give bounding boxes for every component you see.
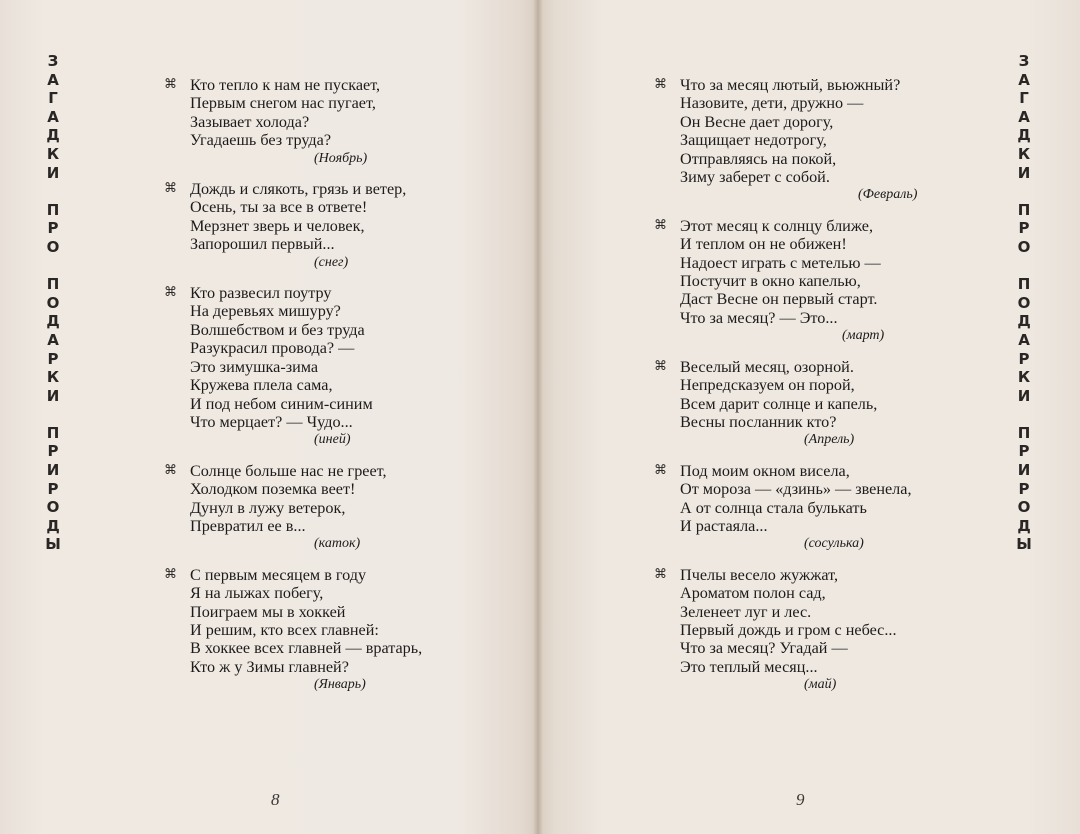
- riddle-line: И решим, кто всех главней:: [190, 620, 379, 639]
- side-title-letter: Р: [47, 349, 59, 368]
- riddle-line: Зеленеет луг и лес.: [680, 602, 812, 621]
- side-title-letter: Д: [46, 516, 60, 535]
- riddle-line: На деревьях мишуру?: [190, 302, 341, 321]
- riddle-answer: (каток): [314, 536, 361, 552]
- riddle-line: С первым месяцем в году: [190, 565, 367, 584]
- riddle-line: Запорошил первый...: [190, 235, 335, 254]
- command-bullet-icon: ⌘: [164, 462, 177, 478]
- side-title-letter: Д: [1017, 516, 1031, 535]
- side-title-letter: П: [46, 200, 60, 219]
- side-title-letter: А: [1018, 70, 1030, 89]
- side-title-letter: Р: [1018, 479, 1030, 498]
- side-title-letter: Р: [47, 442, 59, 461]
- command-bullet-icon: ⌘: [654, 566, 667, 582]
- side-title-letter: Р: [1018, 349, 1030, 368]
- riddle-line: Кружева плела сама,: [190, 376, 333, 395]
- side-title-letter: Р: [47, 219, 59, 238]
- side-title-letter: П: [46, 423, 60, 442]
- riddle: [654, 566, 984, 695]
- riddle-answer: (Ноябрь): [314, 150, 368, 166]
- command-bullet-icon: ⌘: [654, 77, 667, 92]
- side-title-letter: А: [47, 107, 59, 126]
- side-title-letter: А: [1018, 107, 1030, 126]
- side-title-letter: П: [1017, 200, 1031, 219]
- side-title-letter: Г: [48, 89, 58, 108]
- riddle-line: Что мерцает? — Чудо...: [190, 412, 353, 431]
- riddle-line: Зазывает холода?: [190, 112, 310, 131]
- riddle: [654, 358, 984, 450]
- side-title-letter: О: [1017, 498, 1031, 517]
- riddle-answer: (сосулька): [804, 536, 864, 552]
- riddle-line: Пчелы весело жужжат,: [680, 565, 839, 584]
- side-title-letter: Д: [1017, 126, 1031, 145]
- side-title-letter: П: [1017, 275, 1031, 294]
- riddle-line: Первый дождь и гром с небес...: [680, 620, 897, 639]
- riddle-line: Дождь и слякоть, грязь и ветер,: [190, 180, 407, 199]
- command-bullet-icon: ⌘: [164, 285, 177, 301]
- side-title-letter: К: [46, 144, 60, 163]
- side-title-letter: Р: [1018, 219, 1030, 238]
- page-number-left: 8: [271, 790, 280, 809]
- riddle-line: И растаяла...: [680, 516, 768, 535]
- riddle: [654, 462, 984, 554]
- command-bullet-icon: ⌘: [164, 181, 177, 197]
- side-title-letter: К: [1017, 144, 1031, 163]
- side-title-left: [40, 52, 66, 554]
- riddle-line: А от солнца стала булькать: [680, 498, 867, 517]
- riddle-line: Назовите, дети, дружно —: [680, 94, 864, 113]
- side-title-letter: О: [46, 498, 60, 517]
- side-title-letter: Д: [1017, 312, 1031, 331]
- riddle-line: Что за месяц? — Это...: [680, 308, 838, 327]
- side-title-letter: А: [47, 330, 59, 349]
- riddle-line: Кто развесил поутру: [190, 284, 332, 303]
- riddle-line: Первым снегом нас пугает,: [190, 94, 376, 113]
- riddle: [164, 180, 494, 272]
- riddle-line: Ароматом полон сад,: [680, 584, 826, 603]
- riddle-line: Непредсказуем он порой,: [680, 376, 855, 395]
- riddle-answer: (снег): [314, 254, 349, 270]
- left-riddles-column: [164, 76, 494, 695]
- side-title-right: [1011, 52, 1037, 554]
- riddle-line: Защищает недотрогу,: [680, 131, 827, 150]
- riddle-line: Всем дарит солнце и капель,: [680, 394, 878, 413]
- side-title-letter: Д: [46, 126, 60, 145]
- riddle-line: Мерзнет зверь и человек,: [190, 216, 365, 235]
- riddle: [164, 566, 494, 695]
- riddle-answer: (Январь): [314, 677, 366, 693]
- riddle-line: Этот месяц к солнцу ближе,: [680, 216, 874, 235]
- command-bullet-icon: ⌘: [164, 77, 177, 92]
- riddle-line: Зиму заберет с собой.: [680, 168, 830, 187]
- side-title-letter: И: [1017, 386, 1031, 405]
- riddle-line: И под небом синим-синим: [190, 394, 373, 413]
- side-title-letter: О: [1017, 293, 1031, 312]
- side-title-letter: И: [46, 163, 60, 182]
- riddle-answer: (Апрель): [804, 432, 855, 448]
- side-title-letter: К: [1017, 368, 1031, 387]
- riddle-line: Кто тепло к нам не пускает,: [190, 76, 381, 94]
- right-riddles-column: [654, 76, 984, 695]
- side-title-letter: А: [1018, 330, 1030, 349]
- riddle-line: Холодком поземка веет!: [190, 480, 356, 499]
- riddle-line: Под моим окном висела,: [680, 461, 850, 480]
- side-title-letter: П: [46, 275, 60, 294]
- side-title-letter: Д: [46, 312, 60, 331]
- riddle-line: И теплом он не обижен!: [680, 235, 847, 254]
- book-gutter: [533, 0, 543, 834]
- side-title-letter: О: [46, 293, 60, 312]
- side-title-letter: И: [1017, 461, 1031, 480]
- side-title-letter: А: [47, 70, 59, 89]
- side-title-letter: З: [1018, 52, 1030, 70]
- riddle-line: Даст Весне он первый старт.: [680, 290, 878, 309]
- riddle-line: От мороза — «дзинь» — звенела,: [680, 480, 912, 499]
- side-title-letter: Р: [1018, 442, 1030, 461]
- riddle-line: Я на лыжах побегу,: [190, 584, 324, 603]
- riddle-line: Угадаешь без труда?: [190, 131, 332, 150]
- side-title-letter: И: [46, 386, 60, 405]
- riddle-line: Что за месяц? Угадай —: [680, 639, 848, 658]
- side-title-letter: К: [46, 368, 60, 387]
- side-title-letter: О: [1017, 237, 1031, 256]
- side-title-letter: Р: [47, 479, 59, 498]
- command-bullet-icon: ⌘: [654, 462, 667, 478]
- riddle: [654, 217, 984, 346]
- riddle-line: Превратил ее в...: [190, 516, 306, 535]
- riddle: [164, 76, 494, 168]
- command-bullet-icon: ⌘: [164, 566, 177, 582]
- side-title-letter: Г: [1019, 89, 1029, 108]
- riddle-line: Это теплый месяц...: [680, 657, 818, 676]
- command-bullet-icon: ⌘: [654, 358, 667, 374]
- side-title-letter: И: [1017, 163, 1031, 182]
- riddle-answer: (май): [804, 677, 837, 693]
- command-bullet-icon: ⌘: [654, 217, 667, 233]
- riddle-line: В хоккее всех главней — вратарь,: [190, 639, 423, 658]
- riddle-line: Надоест играть с метелью —: [680, 253, 881, 272]
- riddle-line: Постучит в окно капелью,: [680, 272, 861, 291]
- riddle-line: Поиграем мы в хоккей: [190, 602, 346, 621]
- riddle-line: Что за месяц лютый, вьюжный?: [680, 76, 901, 94]
- riddle-line: Он Весне дает дорогу,: [680, 112, 834, 131]
- side-title-letter: Ы: [1016, 535, 1032, 554]
- side-title-letter: О: [46, 237, 60, 256]
- riddle-line: Волшебством и без труда: [190, 320, 365, 339]
- riddle-line: Дунул в лужу ветерок,: [190, 498, 346, 517]
- riddle-line: Весны посланник кто?: [680, 412, 837, 431]
- riddle-line: Отправляясь на покой,: [680, 149, 837, 168]
- riddle: [654, 76, 984, 205]
- riddle-line: Веселый месяц, озорной.: [680, 357, 854, 376]
- riddle-line: Это зимушка-зима: [190, 357, 319, 376]
- riddle: [164, 284, 494, 450]
- page-number-right: 9: [796, 790, 805, 809]
- riddle-answer: (Февраль): [858, 187, 918, 203]
- riddle-line: Разукрасил провода? —: [190, 339, 355, 358]
- riddle-answer: (март): [842, 328, 885, 344]
- side-title-letter: Ы: [45, 535, 61, 554]
- side-title-letter: З: [47, 52, 59, 70]
- side-title-letter: И: [46, 461, 60, 480]
- side-title-letter: П: [1017, 423, 1031, 442]
- riddle: [164, 462, 494, 554]
- riddle-answer: (иней): [314, 432, 351, 448]
- riddle-line: Кто ж у Зимы главней?: [190, 657, 349, 676]
- riddle-line: Солнце больше нас не греет,: [190, 461, 387, 480]
- riddle-line: Осень, ты за все в ответе!: [190, 198, 368, 217]
